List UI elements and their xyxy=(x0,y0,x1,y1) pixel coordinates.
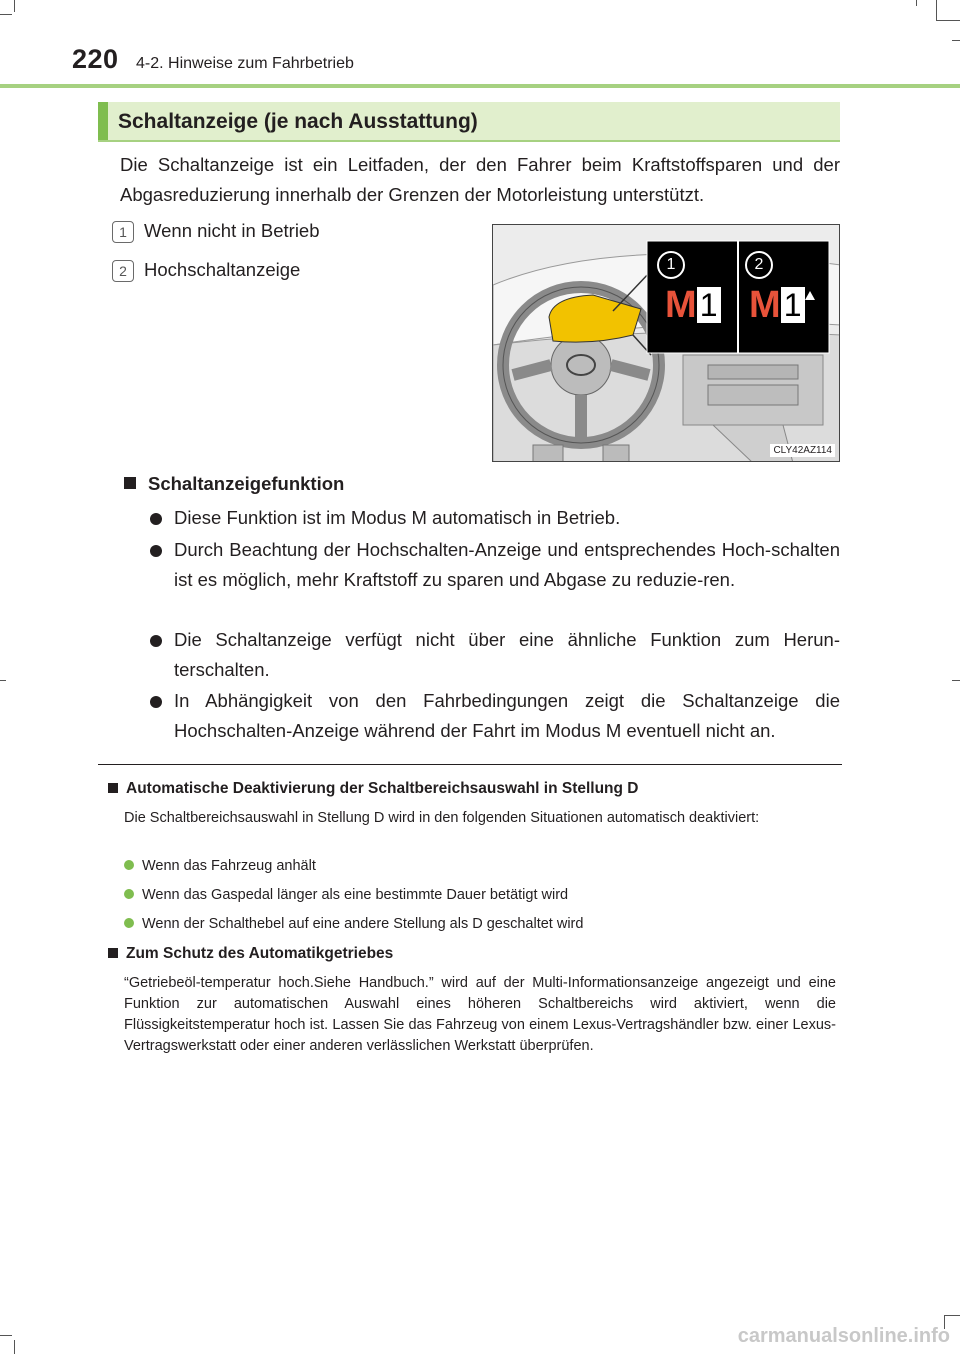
section-title: Schaltanzeige (je nach Ausstattung) xyxy=(118,110,478,133)
list-item xyxy=(148,686,840,746)
function-heading-text: Schaltanzeigefunktion xyxy=(148,473,345,494)
gear-indicator-off xyxy=(665,285,721,325)
crop-mark xyxy=(14,0,15,12)
watermark: carmanualsonline.info xyxy=(737,1325,950,1347)
upshift-arrow-icon xyxy=(805,291,815,300)
crop-mark xyxy=(0,14,12,15)
crop-mark xyxy=(936,0,937,20)
list-item-text: Diese Funktion ist im Modus M automatisch in Betrieb. xyxy=(174,507,621,528)
note-heading xyxy=(108,945,393,963)
callout-badge: 2 xyxy=(112,260,134,282)
header-rule xyxy=(0,84,960,88)
crop-mark xyxy=(952,680,960,681)
note-heading-text: Automatische Deaktivierung der Schaltbereichsauswahl in Stellung D xyxy=(126,780,639,797)
gear-letter: M xyxy=(665,284,697,326)
note-text: Die Schaltbereichsauswahl in Stellung D wird in den folgenden Situationen automatisch deaktiviert: xyxy=(124,810,760,826)
page-number: 220 xyxy=(72,44,119,74)
note-list-item-text: Wenn das Gaspedal länger als eine bestimmte Dauer betätigt wird xyxy=(142,887,569,903)
breadcrumb: 4-2. Hinweise zum Fahrbetrieb xyxy=(136,55,354,72)
legend-label: Wenn nicht in Betrieb xyxy=(144,220,320,241)
note-list-item xyxy=(124,916,583,932)
function-heading xyxy=(124,473,344,495)
legend-item xyxy=(112,220,320,243)
list-item-text: In Abhängigkeit von den Fahrbedingungen zeigt die Schaltanzeige die Hochschalten-Anzeige während der Fahrt im Modus M eventuell nicht an. xyxy=(174,690,840,741)
crop-mark xyxy=(14,1340,15,1354)
bullet-icon xyxy=(150,635,162,647)
note-heading xyxy=(108,780,639,798)
legend-item xyxy=(112,259,300,282)
bullet-icon xyxy=(124,889,134,899)
note-heading-text: Zum Schutz des Automatikgetriebes xyxy=(126,945,394,962)
bullet-icon xyxy=(150,513,162,525)
gear-number: 1 xyxy=(781,287,805,323)
figure-code: CLY42AZ114 xyxy=(770,444,835,457)
legend-label: Hochschaltanzeige xyxy=(144,259,301,280)
square-bullet-icon xyxy=(124,477,136,489)
section-divider xyxy=(98,764,842,765)
note-text: “Getriebeöl-temperatur hoch.Siehe Handbuch.” wird auf der Multi-Informationsanzeige angezeigt und eine Funktion zur automatischen Auswahl eines höheren Schaltbereichs wird aktiviert, wenn die Flüssigkeitstemperatur hoch ist. Lassen Sie das Fahrzeug von einem Lexus-Vertragshändler bzw. einer Lexus-Vertragswerkstatt oder einer anderen verlässlichen Werkstatt überprüfen. xyxy=(124,975,836,1054)
list-item-text: Die Schaltanzeige verfügt nicht über eine ähnliche Funktion zum Herun-terschalten. xyxy=(174,629,840,680)
crop-mark xyxy=(936,20,960,21)
gear-indicator-upshift xyxy=(749,285,805,325)
bullet-icon xyxy=(124,860,134,870)
square-bullet-icon xyxy=(108,783,118,793)
note-list-item xyxy=(124,858,316,874)
square-bullet-icon xyxy=(108,948,118,958)
section-header xyxy=(98,102,840,142)
list-item xyxy=(148,503,840,533)
bullet-icon xyxy=(124,918,134,928)
bullet-icon xyxy=(150,696,162,708)
crop-mark xyxy=(952,40,960,41)
callout-circle: 2 xyxy=(745,251,773,279)
gear-letter: M xyxy=(749,284,781,326)
crop-mark xyxy=(0,680,6,681)
bullet-icon xyxy=(150,545,162,557)
section-header-accent xyxy=(98,102,108,140)
dashboard-illustration xyxy=(492,224,840,462)
note-list-item xyxy=(124,887,568,903)
list-item xyxy=(148,625,840,685)
note-list-item-text: Wenn der Schalthebel auf eine andere Stellung als D geschaltet wird xyxy=(142,916,584,932)
intro-paragraph: Die Schaltanzeige ist ein Leitfaden, der den Fahrer beim Kraftstoffsparen und der Abgasreduzierung innerhalb der Grenzen der Motorleistung unterstützt. xyxy=(120,154,840,205)
note-list-item-text: Wenn das Fahrzeug anhält xyxy=(142,858,316,874)
list-item-text: Durch Beachtung der Hochschalten-Anzeige und entsprechendes Hoch-schalten ist es möglich, mehr Kraftstoff zu sparen und Abgase zu reduzie-ren. xyxy=(174,539,840,590)
callout-circle: 1 xyxy=(657,251,685,279)
crop-mark xyxy=(0,1335,12,1336)
gear-number: 1 xyxy=(697,287,721,323)
list-item xyxy=(148,535,840,595)
callout-badge: 1 xyxy=(112,221,134,243)
crop-mark xyxy=(944,1315,960,1316)
crop-mark xyxy=(916,0,917,6)
